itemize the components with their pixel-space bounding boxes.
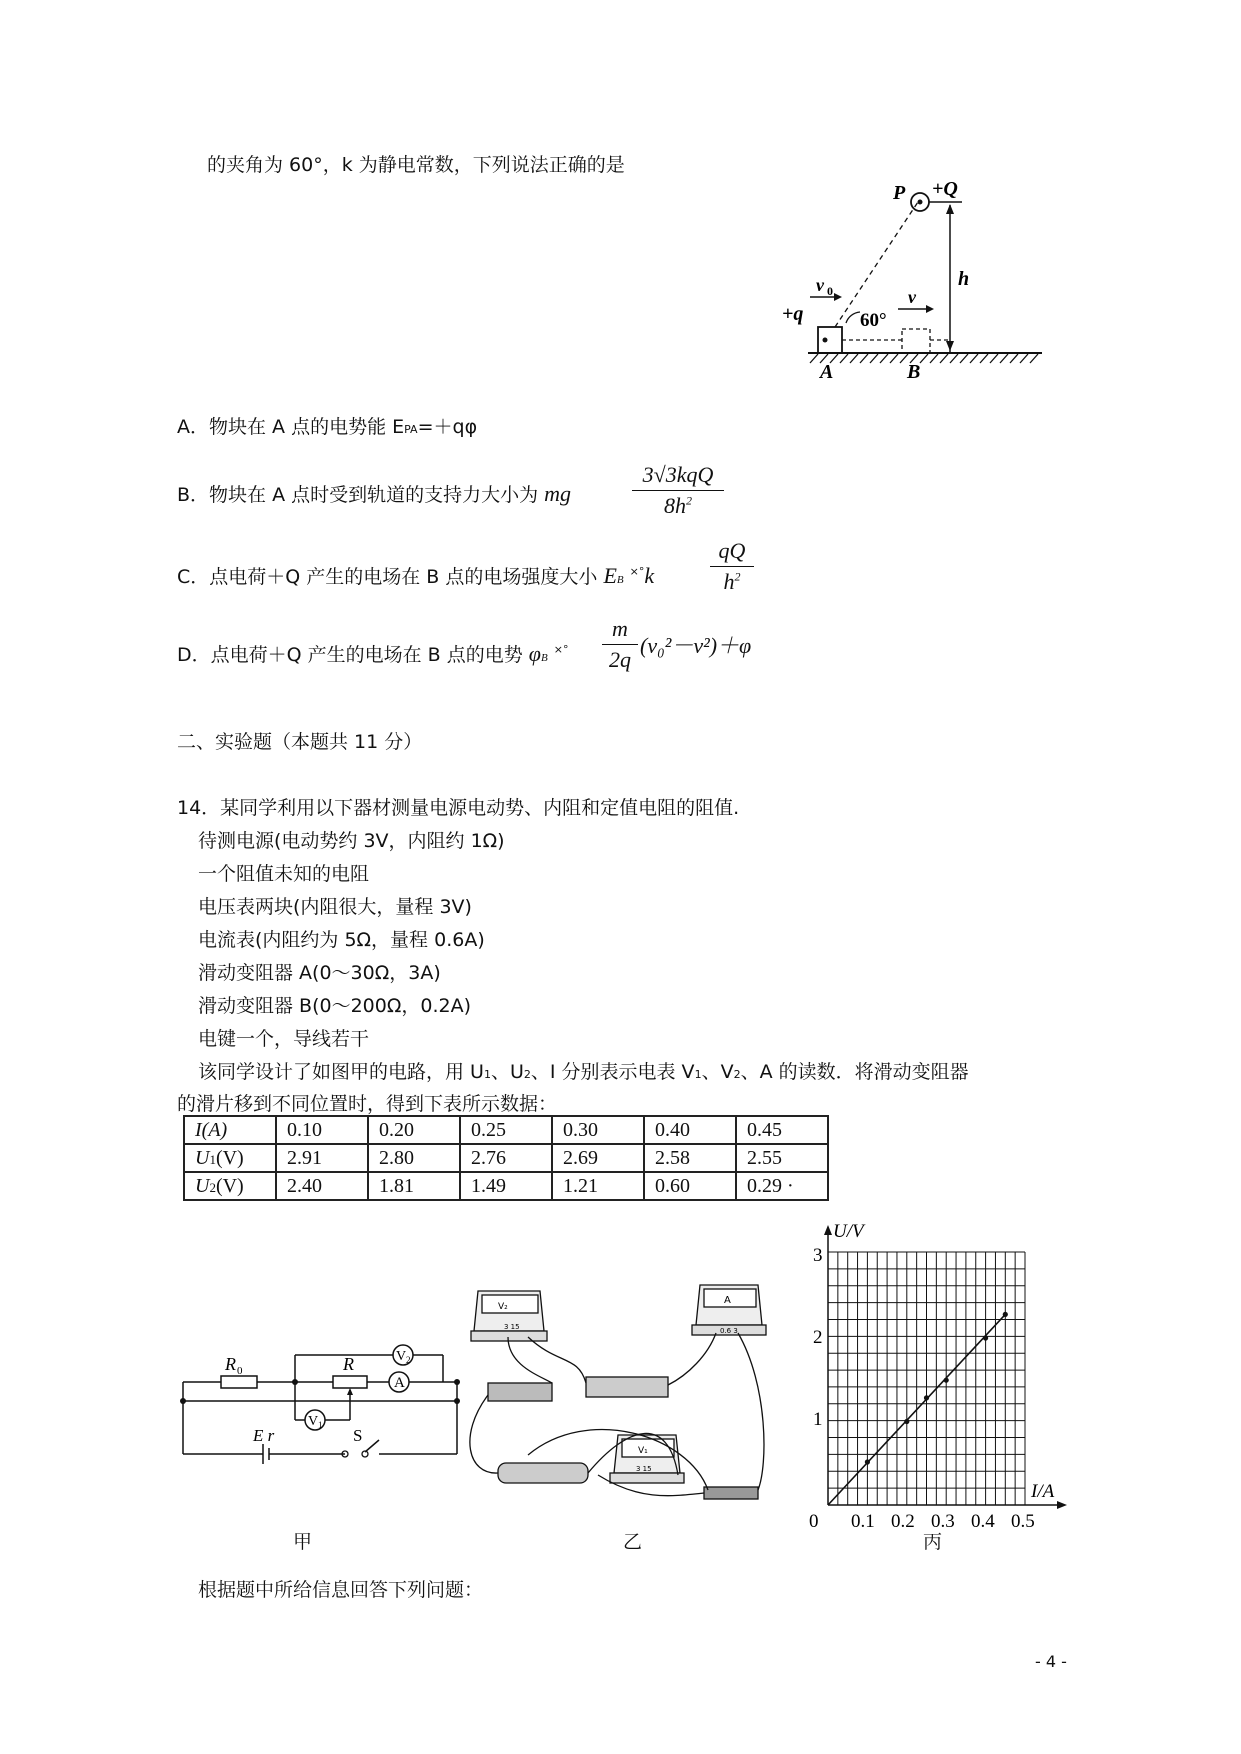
table-cell: 0.25: [460, 1116, 552, 1144]
option-c-mark: ×°: [629, 565, 645, 578]
table-cell: 2.76: [460, 1144, 552, 1172]
table-cell: 0.45: [736, 1116, 828, 1144]
option-b-prefix: B．物块在 A 点时受到轨道的支持力大小为: [177, 484, 539, 506]
label-plus-q-small: +q: [782, 303, 804, 325]
data-point: [1003, 1312, 1008, 1317]
option-d-phi-sub: B: [540, 652, 548, 664]
circuit-er: E r: [253, 1426, 275, 1445]
u2-sub: 2: [209, 1179, 216, 1195]
q14-item-1: 待测电源(电动势约 3V，内阻约 1Ω): [198, 830, 505, 852]
graph-ytick-3: 3: [813, 1245, 823, 1266]
label-v0-sub: 0: [827, 284, 833, 298]
q14-desc-1: [198, 1060, 969, 1087]
option-d-fraction: [602, 616, 638, 673]
circuit-r0: R: [225, 1354, 236, 1374]
circuit-v1: V: [308, 1414, 319, 1429]
table-row: [184, 1116, 828, 1144]
desc1-s2: 2: [523, 1068, 531, 1081]
circuit-r: R: [343, 1354, 354, 1374]
desc1-m3: 、V: [701, 1061, 734, 1083]
option-c-prefix: C．点电荷＋Q 产生的电场在 B 点的电场强度大小: [177, 566, 598, 588]
label-a: A: [820, 361, 834, 383]
q14-item-3: 电压表两块(内阻很大，量程 3V): [198, 896, 472, 918]
label-b: B: [907, 361, 921, 383]
option-b-den-sup: 2: [686, 493, 692, 508]
charge-figure: [780, 178, 1050, 385]
option-d: [177, 638, 568, 670]
option-a-prefix: A．物块在 A 点的电势能 E: [177, 416, 405, 438]
table-row: [184, 1144, 828, 1172]
data-point: [865, 1459, 870, 1464]
graph-xlabel: I/A: [1031, 1481, 1055, 1502]
q14-stem: 14．某同学利用以下器材测量电源电动势、内阻和定值电阻的阻值.: [177, 797, 740, 819]
photo-v1-label: V₁: [638, 1446, 648, 1456]
table-cell: 0.20: [368, 1116, 460, 1144]
data-point: [944, 1378, 949, 1383]
table-cell: 2.40: [276, 1172, 368, 1200]
table-header-i: I(A): [184, 1116, 276, 1144]
option-b-mg: mg: [544, 481, 572, 506]
q14-item-5: 滑动变阻器 A(0～30Ω，3A): [198, 962, 441, 984]
option-a: [177, 415, 477, 442]
label-plus-q-big: +Q: [932, 178, 958, 200]
q14-item-6: 滑动变阻器 B(0～200Ω，0.2A): [198, 995, 471, 1017]
q14-item-4: 电流表(内阻约为 5Ω，量程 0.6A): [198, 929, 485, 951]
desc1-a: 该同学设计了如图甲的电路，用 U: [198, 1061, 484, 1083]
option-c-fraction: [710, 538, 754, 595]
u1-sub: 1: [209, 1151, 216, 1167]
caption-bing: 丙: [923, 1531, 943, 1553]
label-p: P: [893, 182, 906, 204]
desc1-s4: 2: [733, 1068, 741, 1081]
option-b: [177, 482, 571, 507]
circuit-diagram: [175, 1320, 460, 1480]
option-c-e: E: [603, 563, 617, 588]
graph-ytick-1: 1: [813, 1409, 823, 1430]
table-cell: 2.80: [368, 1144, 460, 1172]
block-a: [818, 327, 842, 353]
circuit-s: S: [353, 1426, 363, 1445]
table-header-u1: [184, 1144, 276, 1172]
circuit-a: A: [394, 1375, 405, 1391]
section-heading: 二、实验题（本题共 11 分）: [177, 731, 423, 753]
option-d-mark: ×°: [553, 643, 569, 656]
desc1-s3: 1: [694, 1068, 702, 1081]
option-d-tail: (v₀²－v²)＋φ: [640, 633, 752, 658]
option-c-k: k: [644, 563, 655, 588]
u1-sym: U: [195, 1146, 210, 1169]
desc1-m: 、U: [490, 1061, 524, 1083]
photo-meter-scale-bottom: 3 15: [636, 1465, 652, 1473]
intro-text: 的夹角为 60°，k 为静电常数，下列说法正确的是: [207, 154, 625, 176]
caption-jia: 甲: [293, 1531, 313, 1553]
graph-xtick-0.4: 0.4: [971, 1511, 995, 1532]
circuit-v1-sub: 1: [318, 1420, 323, 1430]
data-table: [183, 1115, 829, 1201]
caption-yi: 乙: [623, 1531, 643, 1553]
option-b-fraction: [632, 462, 724, 519]
data-point: [904, 1419, 909, 1424]
option-c: [177, 560, 654, 592]
q14-item-2: 一个阻值未知的电阻: [198, 863, 370, 885]
graph-xtick-0: 0: [809, 1511, 819, 1532]
label-angle: 60°: [860, 310, 887, 331]
page-number: - 4 -: [1035, 1652, 1067, 1671]
desc1-end: 、A 的读数．将滑动变阻器: [740, 1061, 969, 1083]
q14-desc-2: 的滑片移到不同位置时，得到下表所示数据：: [177, 1093, 558, 1115]
option-a-suffix: =＋qφ: [417, 416, 478, 438]
graph-ylabel: U/V: [833, 1221, 864, 1242]
table-cell: 2.69: [552, 1144, 644, 1172]
table-cell: 2.58: [644, 1144, 736, 1172]
desc1-m2: 、I 分别表示电表 V: [530, 1061, 695, 1083]
table-cell: 0.10: [276, 1116, 368, 1144]
stray-dot: ·: [787, 1174, 794, 1197]
option-c-e-sub: B: [616, 574, 624, 586]
graph-ytick-2: 2: [813, 1327, 823, 1348]
table-cell: 1.21: [552, 1172, 644, 1200]
apparatus-illustration: [468, 1285, 783, 1510]
label-v0: v: [816, 275, 824, 295]
option-b-numerator: 3√3kqQ: [642, 462, 714, 487]
option-c-den-sup: 2: [734, 569, 741, 584]
photo-v2-label: V₂: [498, 1302, 508, 1312]
table-cell: 0.30: [552, 1116, 644, 1144]
table-cell: 1.81: [368, 1172, 460, 1200]
option-c-numerator: qQ: [718, 538, 746, 563]
desc1-s1: 1: [483, 1068, 491, 1081]
photo-amp-label: A: [724, 1295, 731, 1306]
option-d-denominator: 2q: [609, 647, 631, 672]
option-d-phi: φ: [528, 641, 541, 666]
table-header-u2: [184, 1172, 276, 1200]
q14-item-7: 电键一个，导线若干: [198, 1028, 370, 1050]
option-d-numerator: m: [612, 616, 628, 641]
option-b-denominator: 8h: [664, 493, 686, 518]
label-v: v: [908, 287, 916, 307]
u1-unit: (V): [215, 1146, 244, 1169]
final-line: 根据题中所给信息回答下列问题：: [198, 1579, 484, 1601]
table-cell: 0.60: [644, 1172, 736, 1200]
data-point: [924, 1395, 929, 1400]
table-cell: [736, 1172, 828, 1200]
label-h: h: [958, 268, 970, 290]
photo-amp-scale: 0.6 3: [720, 1327, 738, 1335]
table-cell: 0.40: [644, 1116, 736, 1144]
data-point: [983, 1335, 988, 1340]
last-value: 0.29: [747, 1174, 782, 1197]
table-cell: 1.49: [460, 1172, 552, 1200]
graph-xtick-0.1: 0.1: [851, 1511, 875, 1532]
option-c-denominator: h: [723, 569, 735, 594]
u2-unit: (V): [215, 1174, 244, 1197]
table-cell: 2.91: [276, 1144, 368, 1172]
ui-graph: [795, 1215, 1070, 1532]
circuit-v2: V: [396, 1349, 407, 1364]
graph-xtick-0.3: 0.3: [931, 1511, 955, 1532]
option-d-prefix: D．点电荷＋Q 产生的电场在 B 点的电势: [177, 644, 523, 666]
graph-xtick-0.5: 0.5: [1011, 1511, 1035, 1532]
table-cell: 2.55: [736, 1144, 828, 1172]
circuit-v2-sub: 2: [406, 1355, 411, 1365]
option-a-sub: PA: [404, 423, 418, 436]
u2-sym: U: [195, 1174, 210, 1197]
block-b-dashed: [902, 329, 930, 353]
photo-meter-scale-top: 3 15: [504, 1323, 520, 1331]
graph-xtick-0.2: 0.2: [891, 1511, 915, 1532]
circuit-r0-sub: 0: [237, 1365, 243, 1377]
table-row: [184, 1172, 828, 1200]
